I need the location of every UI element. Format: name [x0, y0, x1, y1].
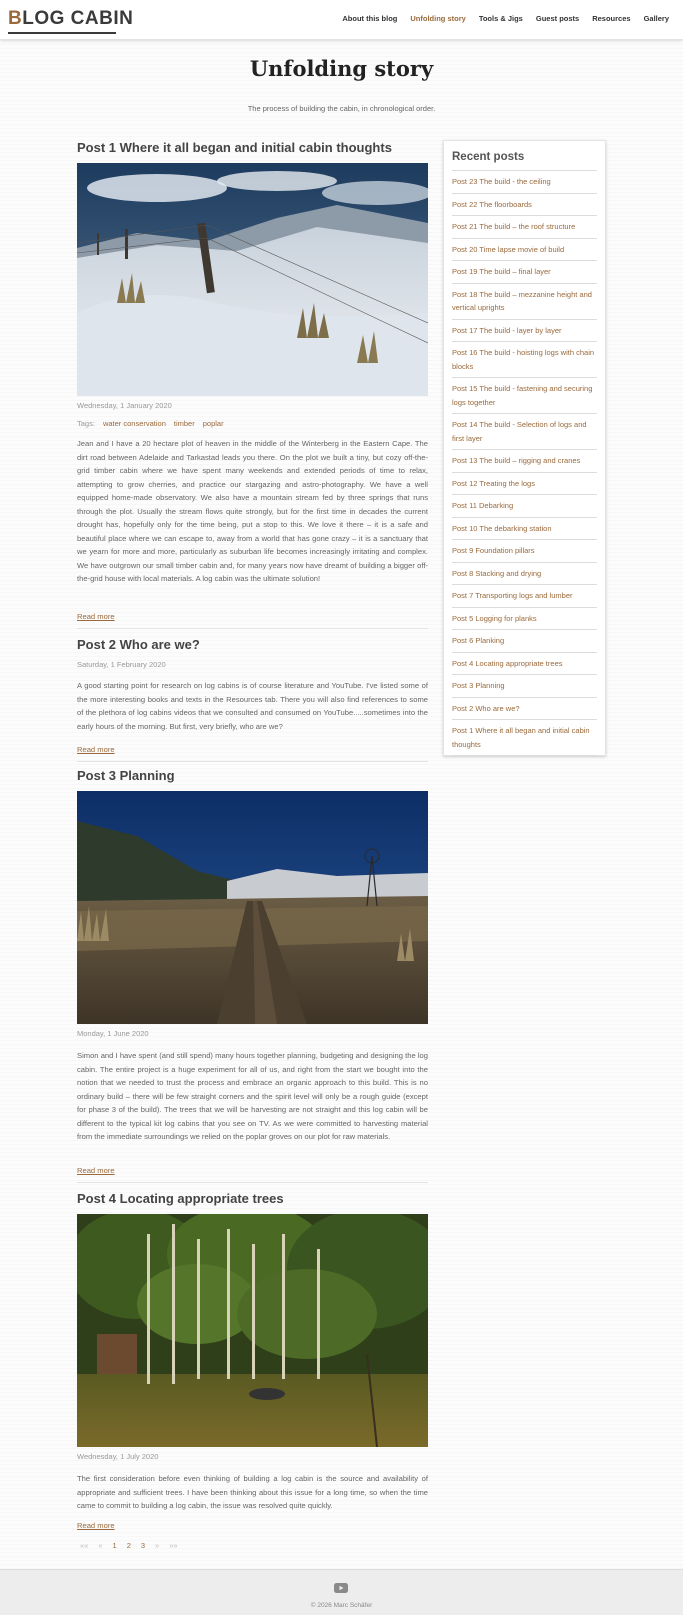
post-card: [77, 636, 428, 754]
read-more-link[interactable]: Read more: [77, 1166, 115, 1175]
youtube-icon-glyph: [334, 1583, 348, 1593]
pagination-page-2[interactable]: 2: [126, 1541, 131, 1550]
main-nav: [342, 14, 669, 23]
post-date: Monday, 1 June 2020: [77, 1029, 149, 1038]
post-card: [77, 139, 428, 621]
logo-text: LOG CABIN: [22, 8, 134, 29]
post-divider: [77, 628, 428, 629]
pagination-prev[interactable]: «: [98, 1541, 103, 1550]
site-logo[interactable]: [8, 5, 134, 34]
recent-post-link[interactable]: Post 11 Debarking: [452, 495, 597, 518]
recent-post-link[interactable]: Post 10 The debarking station: [452, 518, 597, 541]
nav-about[interactable]: About this blog: [342, 14, 398, 23]
pagination: [80, 1541, 178, 1550]
sidebar-title: Recent posts: [452, 150, 597, 171]
recent-post-link[interactable]: Post 8 Stacking and drying: [452, 563, 597, 586]
nav-tools-jigs[interactable]: Tools & Jigs: [478, 14, 523, 23]
post-image-dirt-road[interactable]: [77, 791, 428, 1024]
recent-post-link[interactable]: Post 12 Treating the logs: [452, 473, 597, 496]
post-title[interactable]: Post 2 Who are we?: [77, 637, 200, 652]
post-date: Wednesday, 1 January 2020: [77, 401, 172, 410]
tag-link[interactable]: timber: [173, 419, 195, 428]
logo-initial: B: [8, 8, 23, 29]
recent-post-link[interactable]: Post 14 The build - Selection of logs and first layer: [452, 414, 597, 450]
youtube-icon[interactable]: [334, 1580, 348, 1590]
recent-post-link[interactable]: Post 15 The build - fastening and securing logs together: [452, 378, 597, 414]
post-excerpt: Simon and I have spent (and still spend) many hours together planning, budgeting and designing the log cabin. The entire project is a huge experiment for all of us, and right from the start we bought into the notion that we needed to trust the process and embrace an organic approach to this build. This is no ordinary build – there will be few straight corners and the spirit level will only be a rough guide (except for phase 3 of the build). The trees that we will be harvesting are not straight and this log cabin will be different to the typical kit log cabins that you see on TV. As we were committed to harvesting material from the immediate surroundings we relied on the poplar groves on our plot for raw materials.: [77, 1051, 428, 1141]
top-bar: [0, 0, 683, 40]
post-date: Saturday, 1 February 2020: [77, 660, 166, 669]
nav-unfolding-story[interactable]: Unfolding story: [410, 14, 466, 23]
recent-post-link[interactable]: Post 22 The floorboards: [452, 194, 597, 217]
read-more-link[interactable]: Read more: [77, 1521, 115, 1530]
recent-post-link[interactable]: Post 5 Logging for planks: [452, 608, 597, 631]
pagination-next[interactable]: »: [155, 1541, 160, 1550]
post-card: [77, 1190, 428, 1530]
post-date: Wednesday, 1 July 2020: [77, 1452, 159, 1461]
post-title[interactable]: Post 3 Planning: [77, 768, 175, 783]
recent-post-link[interactable]: Post 1 Where it all began and initial cabin thoughts: [452, 720, 597, 756]
post-title[interactable]: Post 4 Locating appropriate trees: [77, 1191, 284, 1206]
recent-posts-sidebar: [443, 140, 606, 756]
recent-post-link[interactable]: Post 19 The build – final layer: [452, 261, 597, 284]
nav-guest-posts[interactable]: Guest posts: [535, 14, 580, 23]
recent-post-link[interactable]: Post 3 Planning: [452, 675, 597, 698]
recent-post-link[interactable]: Post 4 Locating appropriate trees: [452, 653, 597, 676]
post-title[interactable]: Post 1 Where it all began and initial cabin thoughts: [77, 140, 392, 155]
site-footer: [0, 1569, 683, 1615]
recent-post-link[interactable]: Post 2 Who are we?: [452, 698, 597, 721]
copyright-text: © 2026 Marc Schäfer: [310, 1602, 373, 1609]
pagination-page-3[interactable]: 3: [140, 1541, 146, 1550]
pagination-page-1[interactable]: 1: [112, 1541, 117, 1550]
read-more-link[interactable]: Read more: [77, 612, 115, 621]
tag-link[interactable]: poplar: [202, 419, 224, 428]
post-excerpt: Jean and I have a 20 hectare plot of heaven in the middle of the Winterberg in the Eastern Cape. The dirt road between Adelaide and Tarkastad leads you there. On the plot we built a tiny, but cozy off-the-grid timber cabin where we have spent many weekends and extended periods of time to relax, attempting to grow cherries, and practice our stargazing and astro-photography. We have a well equipped home-made observatory. We also have a mountain stream fed by three springs that runs through the plot. Usually the stream flows quite strongly, but for the first time in decades the current drought has, hopefully only for the time being, put a stop to this. We love it there – it is a safe and beautiful place where we can escape to, away from a world that has gone crazy – it is a sanctuary that we yearn for more and more, particularly as suburban life becomes increasingly irritating and complex. We have outgrown our small timber cabin and, for many years now have dreamt of building a bigger off-the-grid house with local materials. A log cabin was the ultimate solution!: [77, 439, 428, 583]
post-tags: [77, 419, 224, 428]
tags-label: Tags:: [77, 419, 95, 428]
pagination-first[interactable]: ««: [80, 1541, 89, 1550]
page-title: Unfolding story: [249, 56, 434, 81]
dirt-road-photo: [77, 791, 428, 1024]
recent-post-link[interactable]: Post 6 Planking: [452, 630, 597, 653]
pagination-last[interactable]: »»: [169, 1541, 178, 1550]
post-excerpt: The first consideration before even thinking of building a log cabin is the source and availability of appropriate and sufficient trees. I have been thinking about this issue for a long time, so when the time came to commit to building a log cabin, the issue was resolved quite quickly.: [77, 1474, 428, 1510]
read-more-link[interactable]: Read more: [77, 745, 115, 754]
post-image-poplar-grove[interactable]: [77, 1214, 428, 1447]
recent-post-link[interactable]: Post 20 Time lapse movie of build: [452, 239, 597, 262]
recent-post-link[interactable]: Post 7 Transporting logs and lumber: [452, 585, 597, 608]
nav-resources[interactable]: Resources: [592, 14, 631, 23]
post-divider: [77, 1182, 428, 1183]
snow-fence-photo: [77, 163, 428, 396]
recent-post-link[interactable]: Post 18 The build – mezzanine height and vertical uprights: [452, 284, 597, 320]
recent-post-link[interactable]: Post 13 The build – rigging and cranes: [452, 450, 597, 473]
recent-post-link[interactable]: Post 16 The build - hoisting logs with chain blocks: [452, 342, 597, 378]
recent-post-link[interactable]: Post 9 Foundation pillars: [452, 540, 597, 563]
post-image-snow-fence[interactable]: [77, 163, 428, 396]
page-subtitle: The process of building the cabin, in chronological order.: [247, 104, 436, 113]
post-divider: [77, 761, 428, 762]
poplar-grove-photo: [77, 1214, 428, 1447]
tag-link[interactable]: water conservation: [102, 419, 166, 428]
recent-post-link[interactable]: Post 23 The build - the ceiling: [452, 171, 597, 194]
recent-post-link[interactable]: Post 17 The build - layer by layer: [452, 320, 597, 343]
nav-gallery[interactable]: Gallery: [643, 14, 669, 23]
recent-post-link[interactable]: Post 21 The build – the roof structure: [452, 216, 597, 239]
post-card: [77, 767, 428, 1175]
post-excerpt: A good starting point for research on log cabins is of course literature and YouTube. I've listed some of the more interesting books and texts in the Resources tab. There you will also find references to some of the plethora of log cabins videos that we consulted and consumed on YouTube.....sometimes into the early hours of the morning. But first, very briefly, who are we?: [77, 681, 428, 731]
